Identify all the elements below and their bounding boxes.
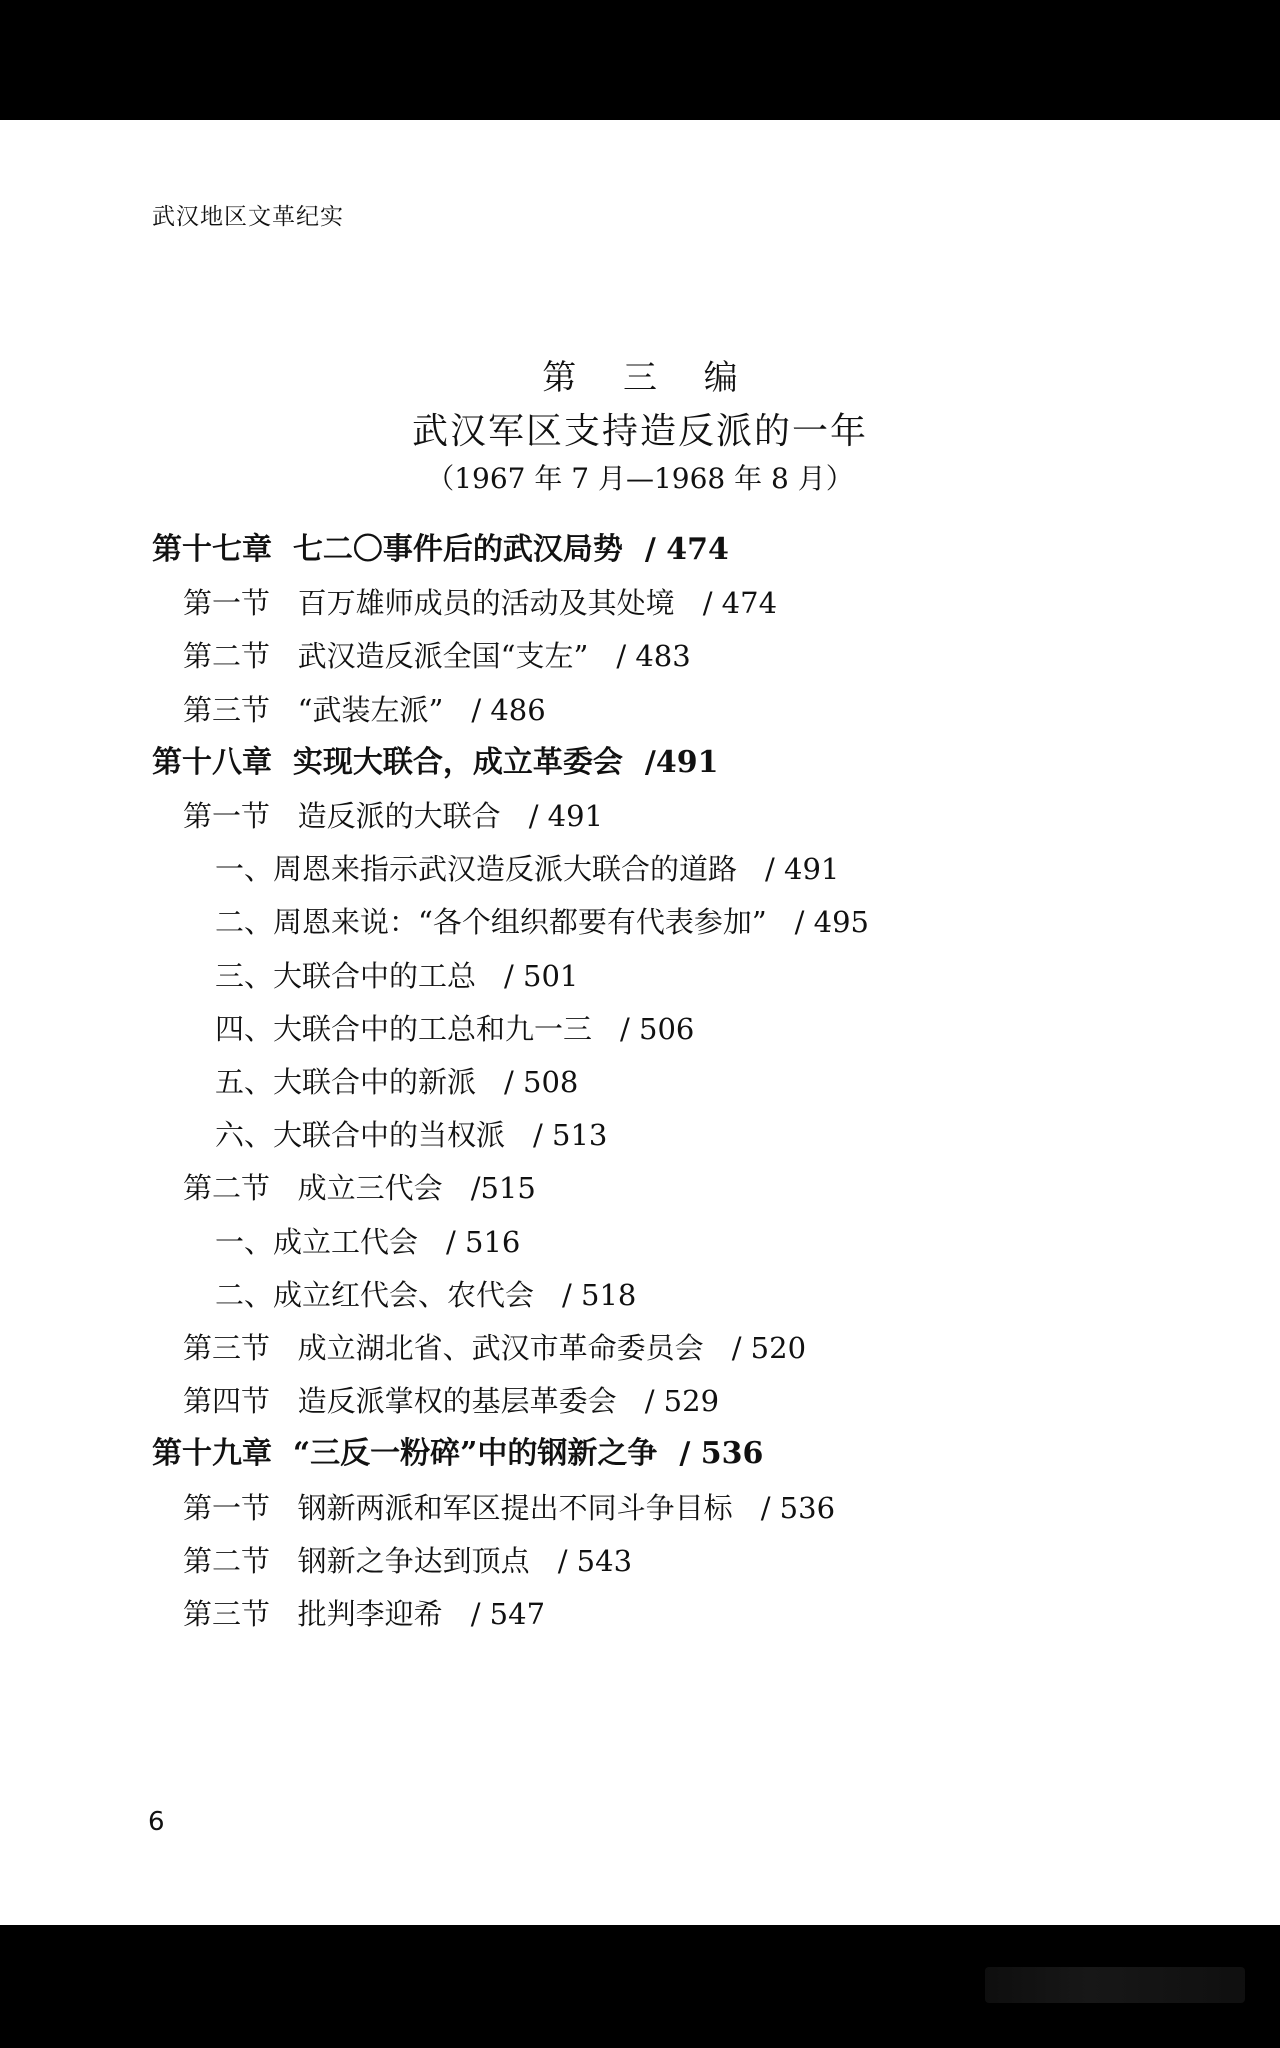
toc-page-ref: / 547 xyxy=(470,1597,546,1631)
toc-title: “武装左派” xyxy=(297,692,444,727)
toc-label: 三、 xyxy=(215,958,274,993)
toc-label: 第四节 xyxy=(183,1384,271,1419)
toc-page-ref: / 513 xyxy=(533,1118,608,1153)
toc-title: 大联合中的工总和九一三 xyxy=(273,1011,593,1046)
toc-title: 钢新两派和军区提出不同斗争目标 xyxy=(297,1490,733,1525)
toc-page-ref: / 491 xyxy=(765,852,840,887)
toc-item xyxy=(215,1062,578,1102)
toc-page-ref: / 474 xyxy=(702,586,778,621)
toc-page-ref: / 520 xyxy=(731,1331,807,1365)
toc-label: 第一节 xyxy=(183,586,271,621)
toc-section xyxy=(183,583,777,623)
toc-page-ref: / 486 xyxy=(471,692,546,727)
toc-title: 周恩来说：“各个组织都要有代表参加” xyxy=(273,905,767,940)
top-black-bar xyxy=(0,0,1280,120)
toc-section xyxy=(183,796,603,836)
toc-label: 六、 xyxy=(215,1118,274,1153)
toc-item xyxy=(215,1115,607,1155)
toc-label: 一、 xyxy=(215,1224,274,1259)
toc-title: 造反派的大联合 xyxy=(297,799,501,833)
toc-label: 一、 xyxy=(215,852,274,887)
toc-title: 成立三代会 xyxy=(297,1171,443,1206)
toc-section xyxy=(183,636,691,676)
toc-page-ref: / 543 xyxy=(557,1543,633,1578)
toc-title: 周恩来指示武汉造反派大联合的道路 xyxy=(273,852,738,887)
toc-title: 造反派掌权的基层革委会 xyxy=(297,1384,617,1419)
toc-chapter xyxy=(152,1434,763,1474)
toc-item xyxy=(215,849,839,889)
toc-page-ref: / 508 xyxy=(504,1065,579,1099)
toc-page-ref: / 491 xyxy=(528,799,604,833)
toc-label: 四、 xyxy=(215,1011,274,1046)
toc-title: 大联合中的工总 xyxy=(273,958,477,993)
toc-title: 批判李迎希 xyxy=(297,1597,443,1631)
toc-title: 大联合中的新派 xyxy=(273,1065,477,1099)
part-number: 第 三 编 xyxy=(542,358,756,398)
part-dates: （1967 年 7 月—1968 年 8 月） xyxy=(426,462,854,495)
running-header: 武汉地区文革纪实 xyxy=(152,204,344,230)
toc-title: 成立红代会、农代会 xyxy=(273,1277,535,1312)
toc-section xyxy=(183,1168,536,1208)
toc-page-ref: / 474 xyxy=(644,532,729,567)
toc-label: 第二节 xyxy=(183,639,271,674)
toc-title: 钢新之争达到顶点 xyxy=(297,1543,530,1578)
toc-section xyxy=(183,1328,806,1368)
toc-page-ref: / 529 xyxy=(644,1384,720,1419)
toc-label: 第十八章 xyxy=(152,744,272,780)
toc-page-ref: /515 xyxy=(470,1171,536,1206)
toc-label: 第十九章 xyxy=(152,1436,272,1472)
page-number: 6 xyxy=(148,1807,165,1837)
watermark-logo xyxy=(985,1967,1245,2003)
toc-label: 二、 xyxy=(215,1277,274,1312)
toc-page-ref: / 536 xyxy=(760,1490,836,1525)
toc-label: 二、 xyxy=(215,905,274,940)
toc-item xyxy=(215,1222,520,1262)
toc-page-ref: / 495 xyxy=(794,905,870,940)
toc-title: 成立湖北省、武汉市革命委员会 xyxy=(297,1331,704,1365)
toc-page-ref: / 506 xyxy=(620,1011,695,1046)
toc-chapter xyxy=(152,743,718,783)
toc-section xyxy=(183,1488,835,1528)
toc-title: 百万雄师成员的活动及其处境 xyxy=(297,586,675,621)
toc-title: 大联合中的当权派 xyxy=(273,1118,506,1153)
toc-title: 武汉造反派全国“支左” xyxy=(297,639,589,674)
toc-label: 第十七章 xyxy=(152,532,272,567)
toc-label: 第三节 xyxy=(183,692,271,727)
toc-page-ref: / 483 xyxy=(616,639,691,674)
toc-title: 实现大联合，成立革委会 xyxy=(292,744,623,780)
toc-section xyxy=(183,1594,545,1634)
toc-label: 第一节 xyxy=(183,1490,271,1525)
toc-item xyxy=(215,902,869,942)
toc-label: 五、 xyxy=(215,1065,274,1099)
toc-chapter xyxy=(152,530,729,570)
toc-page-ref: / 536 xyxy=(679,1436,764,1472)
part-title: 武汉军区支持造反派的一年 xyxy=(411,411,868,452)
toc-item xyxy=(215,1009,694,1049)
toc-label: 第二节 xyxy=(183,1171,271,1206)
toc-title: “三反一粉碎”中的钢新之争 xyxy=(292,1436,658,1472)
toc-label: 第三节 xyxy=(183,1597,271,1631)
toc-item xyxy=(215,956,578,996)
toc-section xyxy=(183,1381,719,1421)
toc-label: 第三节 xyxy=(183,1331,271,1365)
toc-section xyxy=(183,690,546,730)
toc-label: 第一节 xyxy=(183,799,271,833)
toc-page-ref: / 516 xyxy=(446,1224,521,1259)
toc-page-ref: / 518 xyxy=(562,1277,637,1312)
toc-title: 七二〇事件后的武汉局势 xyxy=(292,532,623,567)
toc-item xyxy=(215,1275,636,1315)
toc-page-ref: / 501 xyxy=(504,958,579,993)
toc-label: 第二节 xyxy=(183,1543,271,1578)
toc-section xyxy=(183,1541,632,1581)
book-page xyxy=(0,120,1280,1925)
toc-title: 成立工代会 xyxy=(273,1224,419,1259)
toc-page-ref: /491 xyxy=(644,744,719,780)
